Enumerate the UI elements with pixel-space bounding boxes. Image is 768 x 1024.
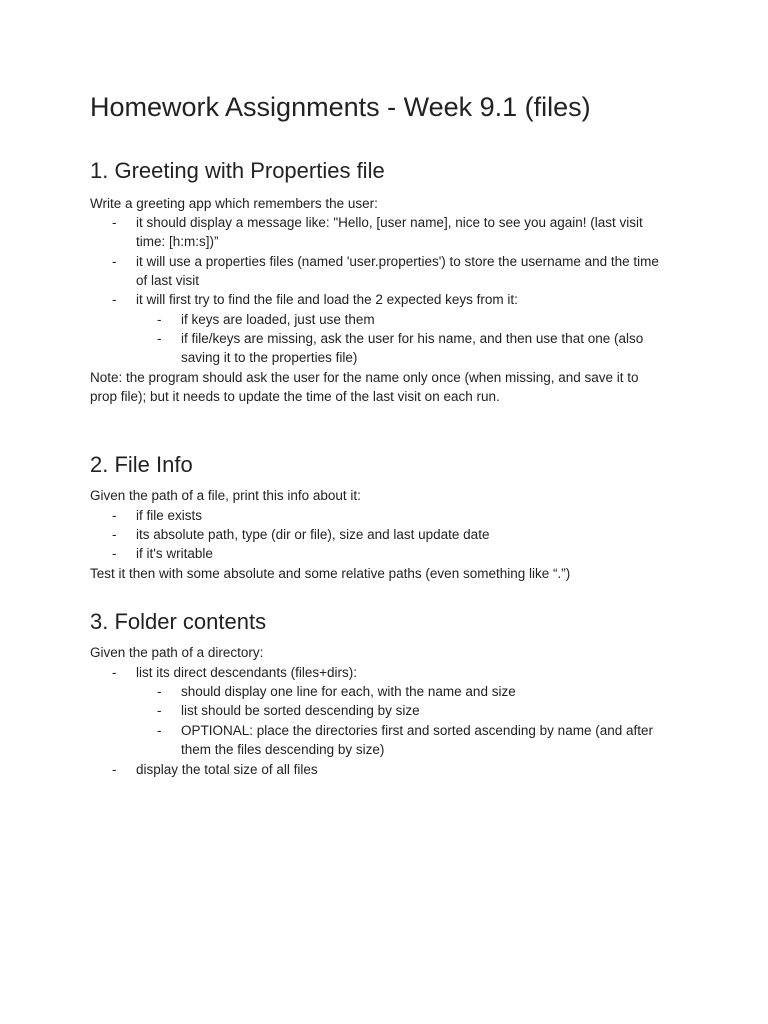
bullet-dash: - bbox=[112, 292, 117, 307]
list-item-line: if file exists bbox=[136, 508, 203, 523]
sub-bullet-dash: - bbox=[157, 703, 162, 718]
section-1-intro: Write a greeting app which remembers the user: bbox=[90, 196, 378, 211]
bullet-dash: - bbox=[112, 546, 117, 561]
sub-list-item-line: list should be sorted descending by size bbox=[181, 703, 420, 718]
list-item-line: display the total size of all files bbox=[136, 762, 318, 777]
section-1-note: Note: the program should ask the user for the name only once (when missing, and save it to bbox=[90, 370, 639, 385]
list-item-line: it should display a message like: "Hello, [user name], nice to see you again! (last visit bbox=[136, 215, 643, 230]
list-item-line: time: [h:m:s])” bbox=[136, 234, 219, 249]
bullet-dash: - bbox=[112, 215, 117, 230]
list-item-line: if it's writable bbox=[136, 546, 213, 561]
list-item-line: of last visit bbox=[136, 273, 200, 288]
section-2-intro: Given the path of a file, print this info about it: bbox=[90, 488, 361, 503]
section-3-intro: Given the path of a directory: bbox=[90, 645, 264, 660]
list-item-line: list its direct descendants (files+dirs): bbox=[136, 665, 357, 680]
list-item-line: its absolute path, type (dir or file), size and last update date bbox=[136, 527, 490, 542]
section-2-heading: 2. File Info bbox=[90, 452, 193, 477]
sub-list-item-line: if file/keys are missing, ask the user for his name, and then use that one (also bbox=[181, 331, 644, 346]
sub-bullet-dash: - bbox=[157, 684, 162, 699]
list-item-line: it will use a properties files (named 'user.properties') to store the username and the time bbox=[136, 254, 659, 269]
sub-bullet-dash: - bbox=[157, 331, 162, 346]
section-1-note: prop file); but it needs to update the time of the last visit on each run. bbox=[90, 389, 500, 404]
bullet-dash: - bbox=[112, 254, 117, 269]
page-title: Homework Assignments - Week 9.1 (files) bbox=[90, 92, 591, 122]
sub-bullet-dash: - bbox=[157, 723, 162, 738]
sub-bullet-dash: - bbox=[157, 312, 162, 327]
section-3-heading: 3. Folder contents bbox=[90, 609, 267, 634]
sub-list-item-line: them the files descending by size) bbox=[181, 742, 385, 757]
sub-list-item-line: saving it to the properties file) bbox=[181, 350, 358, 365]
list-item-line: it will first try to find the file and load the 2 expected keys from it: bbox=[136, 292, 518, 307]
bullet-dash: - bbox=[112, 665, 117, 680]
section-1-heading: 1. Greeting with Properties file bbox=[90, 158, 385, 183]
sub-list-item-line: if keys are loaded, just use them bbox=[181, 312, 375, 327]
bullet-dash: - bbox=[112, 508, 117, 523]
bullet-dash: - bbox=[112, 527, 117, 542]
sub-list-item-line: should display one line for each, with the name and size bbox=[181, 684, 516, 699]
section-2-note: Test it then with some absolute and some relative paths (even something like “.”) bbox=[90, 566, 571, 581]
sub-list-item-line: OPTIONAL: place the directories first and sorted ascending by name (and after bbox=[181, 723, 653, 738]
bullet-dash: - bbox=[112, 762, 117, 777]
